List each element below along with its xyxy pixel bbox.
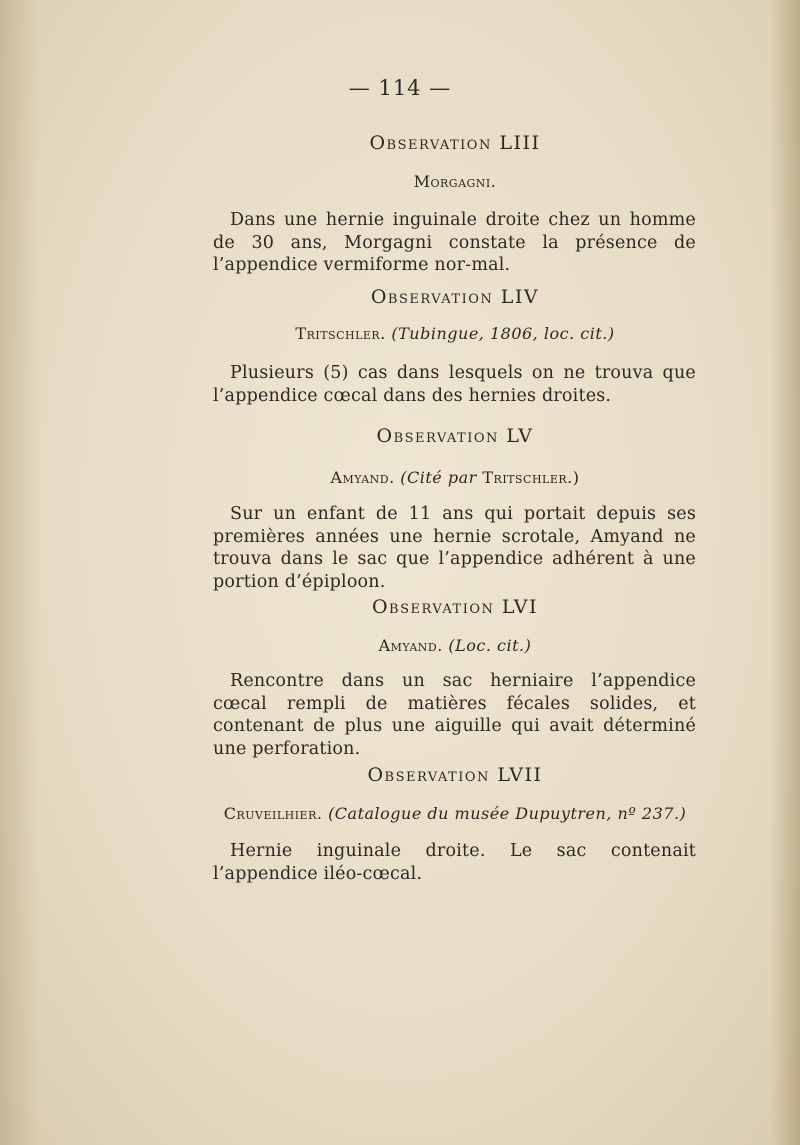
observation-text [213, 362, 696, 407]
observation-text [213, 670, 696, 760]
observation-author [0, 324, 800, 343]
author-citation-name: Tritschler.) [482, 468, 580, 487]
observation-author [0, 172, 800, 191]
observation-body: Dans une hernie inguinale droite chez un homme de 30 ans, Morgagni constate la présence de l’appendice vermiforme nor-mal. [213, 210, 696, 275]
observation-body: Sur un enfant de 11 ans qui portait depuis ses premières années une hernie scrotale, Amyand ne trouva dans le sac que l’appendice adhérent à une portion d’épiploon. [213, 504, 696, 592]
observation-text [213, 209, 696, 277]
observation-heading: Observation LV [376, 425, 534, 447]
observation-author [0, 636, 800, 655]
observation-heading: Observation LIII [369, 132, 541, 154]
author-citation: (Cité par [400, 468, 477, 487]
observation-heading: Observation LIV [370, 286, 540, 308]
observation-body: Plusieurs (5) cas dans lesquels on ne trouva que l’appendice cœcal dans des hernies droites. [213, 363, 696, 406]
page-number: — 114 — [348, 76, 452, 100]
author-citation: (Catalogue du musée Dupuytren, nº 237.) [328, 804, 687, 823]
author-citation: (Loc. cit.) [448, 636, 532, 655]
observation-body: Hernie inguinale droite. Le sac contenait l’appendice iléo-cœcal. [213, 841, 696, 884]
observation-body: Rencontre dans un sac herniaire l’appendice cœcal rempli de matières fécales solides, et contenant de plus une aiguille qui avait déterminé une perforation. [213, 671, 696, 759]
observation-heading: Observation LVI [371, 596, 538, 618]
observation-text [213, 503, 696, 593]
author-name: Morgagni. [413, 172, 497, 191]
author-name: Cruveilhier. [223, 804, 323, 823]
author-name: Amyand. [378, 636, 443, 655]
observation-author [0, 804, 800, 823]
author-name: Amyand. [330, 468, 395, 487]
observation-text [213, 840, 696, 885]
observation-author [0, 468, 800, 487]
author-citation: (Tubingue, 1806, loc. cit.) [391, 324, 615, 343]
observation-heading: Observation LVII [367, 764, 543, 786]
author-name: Tritschler. [295, 324, 386, 343]
